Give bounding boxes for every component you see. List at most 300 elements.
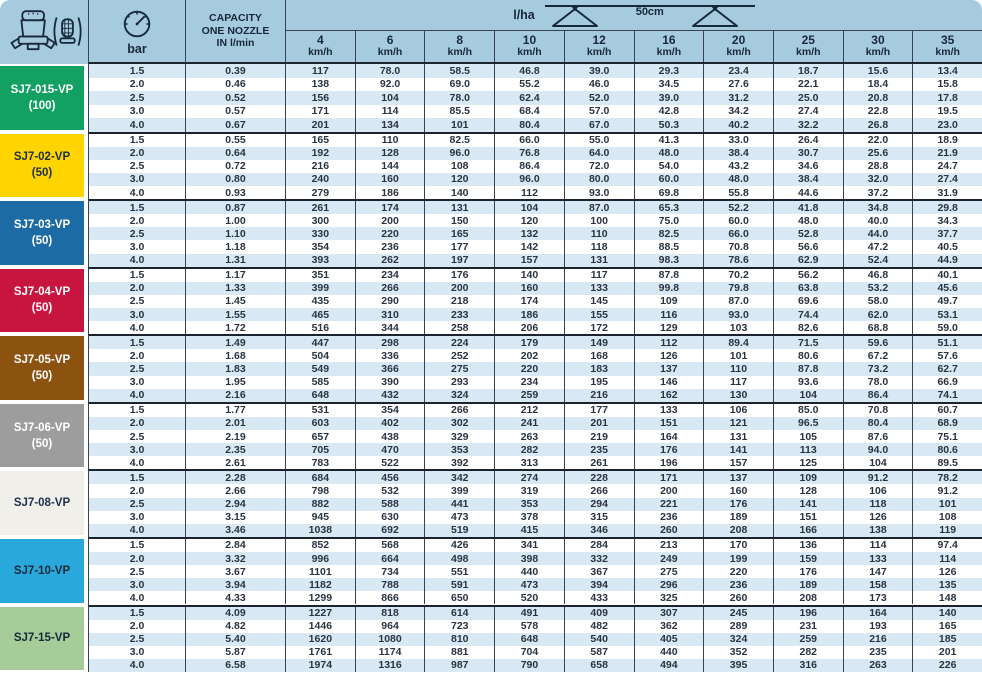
table-row — [89, 404, 982, 417]
speed-unit: km/h — [308, 46, 333, 59]
capacity-cell: 1.00 — [185, 214, 285, 227]
rate-value-cell: 261 — [285, 201, 355, 214]
rate-value-cell: 53.2 — [843, 282, 913, 295]
nozzle-subtitle: (50) — [31, 437, 53, 450]
capacity-cell: 3.15 — [185, 511, 285, 524]
speed-value: 8 — [456, 33, 464, 48]
capacity-cell: 2.84 — [185, 539, 285, 552]
rate-value-cell: 344 — [355, 321, 425, 334]
nozzle-subtitle: (50) — [31, 234, 53, 247]
rate-value-cell: 176 — [703, 498, 773, 511]
pressure-cell: 4.0 — [129, 456, 145, 469]
pressure-cell: 4.0 — [129, 389, 145, 402]
rate-value-cell: 67.2 — [843, 349, 913, 362]
rate-value-cell: 19.5 — [912, 105, 982, 119]
rate-value-cell: 55.0 — [564, 134, 634, 147]
rate-value-cell: 325 — [634, 591, 704, 604]
speeds-header — [285, 0, 982, 64]
rate-value-cell: 131 — [424, 201, 494, 214]
speed-column-header — [494, 31, 564, 62]
rate-value-cell: 603 — [285, 417, 355, 430]
rate-value-cell: 657 — [285, 430, 355, 443]
rate-value-cell: 219 — [564, 430, 634, 443]
speed-unit: km/h — [377, 46, 403, 59]
rate-value-cell: 185 — [912, 633, 982, 646]
rate-value-cell: 155 — [564, 308, 634, 321]
table-row — [89, 620, 982, 633]
rate-value-cell: 38.4 — [773, 173, 843, 186]
rate-value-cell: 34.5 — [634, 78, 704, 92]
table-row — [89, 659, 982, 672]
rate-value-cell: 274 — [494, 471, 564, 484]
rate-value-cell: 32.0 — [843, 173, 913, 186]
rate-value-cell: 75.0 — [634, 214, 704, 227]
rate-value-cell: 1316 — [355, 659, 425, 672]
rate-value-cell: 491 — [494, 607, 564, 620]
rate-value-cell: 71.5 — [773, 336, 843, 349]
rate-value-cell: 195 — [564, 376, 634, 389]
rate-value-cell: 648 — [285, 389, 355, 402]
rate-value-cell: 549 — [285, 362, 355, 375]
rate-value-cell: 147 — [843, 565, 913, 578]
rate-value-cell: 315 — [564, 511, 634, 524]
speed-unit: km/h — [517, 46, 542, 59]
capacity-cell: 5.40 — [185, 633, 285, 646]
nozzle-group-label-cell — [0, 132, 88, 200]
rate-value-cell: 1446 — [285, 620, 355, 633]
rate-value-cell: 120 — [424, 173, 494, 186]
pressure-cell: 1.5 — [129, 336, 145, 349]
rate-value-cell: 218 — [424, 295, 494, 308]
rate-value-cell: 141 — [773, 498, 843, 511]
pressure-cell: 2.5 — [129, 430, 145, 443]
rate-value-cell: 221 — [634, 498, 704, 511]
rate-value-cell: 72.0 — [564, 160, 634, 173]
pressure-cell: 3.0 — [129, 443, 145, 456]
rate-value-cell: 473 — [494, 578, 564, 591]
rate-value-cell: 614 — [424, 607, 494, 620]
rate-value-cell: 354 — [285, 240, 355, 253]
group-rows — [88, 605, 982, 673]
rate-value-cell: 66.0 — [703, 227, 773, 240]
rate-value-cell: 473 — [424, 511, 494, 524]
rate-value-cell: 79.8 — [703, 282, 773, 295]
rate-value-cell: 987 — [424, 659, 494, 672]
table-row — [89, 471, 982, 484]
rate-value-cell: 15.6 — [843, 64, 913, 78]
pressure-cell: 3.0 — [129, 376, 145, 389]
pressure-cell: 1.5 — [129, 134, 145, 147]
rate-value-cell: 51.1 — [912, 336, 982, 349]
speed-unit: km/h — [935, 46, 960, 59]
rate-value-cell: 52.0 — [564, 91, 634, 105]
rate-value-cell: 352 — [703, 646, 773, 659]
rate-value-cell: 80.4 — [843, 417, 913, 430]
rate-value-cell: 176 — [424, 269, 494, 282]
rate-value-cell: 197 — [424, 254, 494, 267]
capacity-cell: 0.39 — [185, 64, 285, 78]
pressure-cell: 1.5 — [129, 539, 145, 552]
rate-value-cell: 540 — [564, 633, 634, 646]
rate-value-cell: 134 — [355, 118, 425, 132]
table-row — [89, 118, 982, 132]
rate-value-cell: 568 — [355, 539, 425, 552]
table-row — [89, 173, 982, 186]
rate-value-cell: 433 — [564, 591, 634, 604]
table-row — [89, 511, 982, 524]
rate-value-cell: 790 — [494, 659, 564, 672]
rate-value-cell: 236 — [634, 511, 704, 524]
rate-value-cell: 183 — [564, 362, 634, 375]
capacity-cell: 2.61 — [185, 456, 285, 469]
rate-value-cell: 409 — [564, 607, 634, 620]
rate-value-cell: 66.9 — [912, 376, 982, 389]
rate-value-cell: 692 — [355, 524, 425, 537]
rate-value-cell: 447 — [285, 336, 355, 349]
nozzle-spacing-label: 50cm — [635, 5, 664, 18]
table-row — [89, 321, 982, 334]
rate-value-cell: 70.8 — [703, 240, 773, 253]
rate-value-cell: 249 — [634, 552, 704, 565]
pressure-cell: 3.0 — [129, 646, 145, 659]
rate-value-cell: 54.0 — [634, 160, 704, 173]
speed-unit: km/h — [447, 46, 473, 59]
rate-value-cell: 145 — [564, 295, 634, 308]
rate-value-cell: 415 — [494, 524, 564, 537]
rate-value-cell: 69.6 — [773, 295, 843, 308]
rate-value-cell: 282 — [773, 646, 843, 659]
table-row — [89, 539, 982, 552]
capacity-cell: 4.33 — [185, 591, 285, 604]
pressure-cell: 1.5 — [129, 64, 145, 77]
group-rows — [88, 469, 982, 537]
rate-value-cell: 324 — [424, 389, 494, 402]
rate-value-cell: 33.0 — [703, 134, 773, 147]
rate-value-cell: 591 — [424, 578, 494, 591]
speed-column-header — [773, 31, 843, 62]
rate-value-cell: 60.0 — [634, 173, 704, 186]
rate-value-cell: 42.8 — [634, 105, 704, 119]
rate-value-cell: 37.7 — [912, 227, 982, 240]
capacity-cell: 3.46 — [185, 524, 285, 537]
pressure-cell: 2.0 — [129, 485, 145, 498]
table-row — [89, 160, 982, 173]
capacity-cell: 1.95 — [185, 376, 285, 389]
rate-value-cell: 156 — [285, 91, 355, 105]
table-row — [89, 646, 982, 659]
group-rows — [88, 267, 982, 335]
table-row — [89, 308, 982, 321]
rate-value-cell: 49.7 — [912, 295, 982, 308]
rate-value-cell: 235 — [564, 443, 634, 456]
rate-value-cell: 53.1 — [912, 308, 982, 321]
nozzle-group-label — [0, 607, 84, 671]
capacity-cell: 0.72 — [185, 160, 285, 173]
rate-value-cell: 57.0 — [564, 105, 634, 119]
capacity-cell: 1.49 — [185, 336, 285, 349]
rate-value-cell: 233 — [424, 308, 494, 321]
rate-value-cell: 52.8 — [773, 227, 843, 240]
table-row — [89, 591, 982, 604]
table-row — [89, 91, 982, 105]
rate-value-cell: 59.0 — [912, 321, 982, 334]
rate-value-cell: 260 — [634, 524, 704, 537]
rate-value-cell: 200 — [424, 282, 494, 295]
rate-value-cell: 220 — [355, 227, 425, 240]
rate-value-cell: 160 — [494, 282, 564, 295]
rate-value-cell: 783 — [285, 456, 355, 469]
rate-value-cell: 482 — [564, 620, 634, 633]
rate-value-cell: 240 — [285, 173, 355, 186]
rate-value-cell: 40.1 — [912, 269, 982, 282]
speed-value: 10 — [522, 33, 537, 48]
rate-value-cell: 50.3 — [634, 118, 704, 132]
rate-value-cell: 27.6 — [703, 78, 773, 92]
rate-value-cell: 114 — [912, 552, 982, 565]
nozzle-group-label-cell — [0, 402, 88, 470]
rate-value-cell: 798 — [285, 484, 355, 497]
rate-value-cell: 426 — [424, 539, 494, 552]
rate-value-cell: 964 — [355, 620, 425, 633]
rate-value-cell: 236 — [355, 240, 425, 253]
table-row — [89, 443, 982, 456]
pressure-cell: 4.0 — [129, 659, 145, 672]
rate-value-cell: 136 — [773, 539, 843, 552]
rate-value-cell: 119 — [912, 524, 982, 537]
table-row — [89, 578, 982, 591]
pressure-cell: 2.5 — [129, 363, 145, 376]
rate-value-cell: 103 — [703, 321, 773, 334]
rate-value-cell: 165 — [912, 620, 982, 633]
pressure-cell: 2.5 — [129, 565, 145, 578]
rate-value-cell: 34.8 — [843, 201, 913, 214]
pressure-cell: 4.0 — [129, 321, 145, 334]
rate-value-cell: 192 — [285, 147, 355, 160]
rate-value-cell: 290 — [355, 295, 425, 308]
rate-value-cell: 440 — [494, 565, 564, 578]
capacity-label-line1: CAPACITY — [209, 12, 262, 25]
rate-value-cell: 395 — [703, 659, 773, 672]
rate-value-cell: 18.7 — [773, 64, 843, 78]
rate-value-cell: 234 — [494, 376, 564, 389]
rate-value-cell: 133 — [634, 404, 704, 417]
speed-columns-header — [286, 30, 982, 62]
rate-value-cell: 93.0 — [703, 308, 773, 321]
rate-value-cell: 65.3 — [634, 201, 704, 214]
rate-value-cell: 27.4 — [912, 173, 982, 186]
nozzle-group-label-cell — [0, 334, 88, 402]
rate-value-cell: 201 — [564, 417, 634, 430]
nozzle-name: SJ7-15-VP — [13, 632, 71, 645]
rate-value-cell: 174 — [494, 295, 564, 308]
nozzle-name: SJ7-04-VP — [13, 286, 71, 299]
table-row — [89, 417, 982, 430]
rate-value-cell: 39.0 — [564, 64, 634, 78]
rate-value-cell: 398 — [494, 552, 564, 565]
rate-value-cell: 78.0 — [843, 376, 913, 389]
nozzle-group-label — [0, 539, 84, 603]
rate-value-cell: 67.0 — [564, 118, 634, 132]
table-row — [89, 362, 982, 375]
nozzle-subtitle: (50) — [31, 370, 53, 383]
rate-value-cell: 498 — [424, 552, 494, 565]
rate-value-cell: 22.1 — [773, 78, 843, 92]
rate-value-cell: 108 — [424, 160, 494, 173]
speed-column-header — [912, 31, 982, 62]
rate-value-cell: 259 — [494, 389, 564, 402]
rate-value-cell: 148 — [912, 591, 982, 604]
rate-value-cell: 87.8 — [634, 269, 704, 282]
capacity-cell: 0.46 — [185, 78, 285, 92]
rate-value-cell: 44.6 — [773, 186, 843, 199]
speed-unit: km/h — [656, 46, 682, 59]
rate-value-cell: 275 — [634, 565, 704, 578]
table-row — [89, 227, 982, 240]
capacity-cell: 2.16 — [185, 389, 285, 402]
nozzle-group-label-cell — [0, 469, 88, 537]
capacity-cell: 3.32 — [185, 552, 285, 565]
rate-value-cell: 118 — [843, 498, 913, 511]
table-row — [89, 456, 982, 469]
rate-value-cell: 39.0 — [634, 91, 704, 105]
rate-value-cell: 30.7 — [773, 147, 843, 160]
pressure-cell: 3.0 — [129, 308, 145, 321]
rate-value-cell: 1299 — [285, 591, 355, 604]
capacity-cell: 1.77 — [185, 404, 285, 417]
rate-value-cell: 141 — [703, 443, 773, 456]
rate-value-cell: 300 — [285, 214, 355, 227]
rate-value-cell: 170 — [703, 539, 773, 552]
rate-value-cell: 258 — [424, 321, 494, 334]
rate-value-cell: 76.8 — [494, 147, 564, 160]
rate-value-cell: 18.4 — [843, 78, 913, 92]
rate-value-cell: 390 — [355, 376, 425, 389]
rate-value-cell: 174 — [355, 201, 425, 214]
rate-value-cell: 440 — [634, 646, 704, 659]
rate-value-cell: 342 — [424, 471, 494, 484]
rate-value-cell: 216 — [843, 633, 913, 646]
rate-value-cell: 44.9 — [912, 254, 982, 267]
nozzle-group-label — [0, 471, 84, 535]
rate-value-cell: 140 — [424, 186, 494, 199]
rate-value-cell: 13.4 — [912, 64, 982, 78]
rate-value-cell: 201 — [912, 646, 982, 659]
rate-value-cell: 310 — [355, 308, 425, 321]
rate-value-cell: 532 — [355, 484, 425, 497]
rate-value-cell: 48.0 — [634, 147, 704, 160]
rate-value-cell: 252 — [424, 349, 494, 362]
rate-value-cell: 25.0 — [773, 91, 843, 105]
rate-value-cell: 945 — [285, 511, 355, 524]
capacity-cell: 1.17 — [185, 269, 285, 282]
rate-value-cell: 62.0 — [843, 308, 913, 321]
nozzle-group — [0, 267, 982, 335]
nozzle-name: SJ7-02-VP — [13, 151, 71, 164]
rate-value-cell: 465 — [285, 308, 355, 321]
rate-value-cell: 110 — [564, 227, 634, 240]
nozzle-name: SJ7-015-VP — [10, 83, 74, 96]
rate-value-cell: 171 — [634, 471, 704, 484]
table-row — [89, 524, 982, 537]
rate-value-cell: 118 — [564, 240, 634, 253]
pressure-cell: 4.0 — [129, 118, 145, 131]
rate-value-cell: 266 — [564, 484, 634, 497]
boom-spacing-icon — [545, 3, 755, 28]
rate-value-cell: 705 — [285, 443, 355, 456]
speed-unit: km/h — [586, 46, 612, 59]
pressure-cell: 2.5 — [129, 498, 145, 511]
pressure-cell: 2.0 — [129, 417, 145, 430]
nozzle-name: SJ7-10-VP — [13, 564, 71, 577]
rate-value-cell: 522 — [355, 456, 425, 469]
rate-value-cell: 293 — [424, 376, 494, 389]
rate-unit-label: l/ha — [513, 8, 535, 22]
rate-value-cell: 494 — [634, 659, 704, 672]
capacity-label-line3: IN l/min — [216, 37, 255, 50]
rate-value-cell: 60.7 — [912, 404, 982, 417]
pressure-cell: 2.5 — [129, 227, 145, 240]
rate-value-cell: 316 — [773, 659, 843, 672]
rate-value-cell: 367 — [564, 565, 634, 578]
capacity-cell: 0.64 — [185, 147, 285, 160]
pressure-cell: 2.0 — [129, 78, 145, 91]
nozzle-group-label-cell — [0, 267, 88, 335]
rate-value-cell: 110 — [703, 362, 773, 375]
rate-value-cell: 64.0 — [564, 147, 634, 160]
nozzle-group-label — [0, 336, 84, 400]
rate-value-cell: 112 — [494, 186, 564, 199]
capacity-cell: 1.83 — [185, 362, 285, 375]
rate-value-cell: 101 — [703, 349, 773, 362]
rate-value-cell: 1620 — [285, 633, 355, 646]
rate-value-cell: 394 — [564, 578, 634, 591]
rate-value-cell: 189 — [773, 578, 843, 591]
rate-value-cell: 149 — [564, 336, 634, 349]
rate-value-cell: 330 — [285, 227, 355, 240]
rate-value-cell: 104 — [355, 91, 425, 105]
rate-value-cell: 125 — [773, 456, 843, 469]
nozzle-group-label — [0, 404, 84, 468]
capacity-header-cell — [185, 0, 285, 64]
rate-value-cell: 43.2 — [703, 160, 773, 173]
capacity-cell: 1.68 — [185, 349, 285, 362]
rate-value-cell: 46.8 — [843, 269, 913, 282]
table-header — [0, 0, 982, 64]
nozzle-subtitle: (50) — [31, 302, 53, 315]
rate-value-cell: 588 — [355, 498, 425, 511]
rate-value-cell: 75.1 — [912, 430, 982, 443]
table-row — [89, 147, 982, 160]
rate-value-cell: 405 — [634, 633, 704, 646]
rate-value-cell: 117 — [564, 269, 634, 282]
rate-value-cell: 296 — [634, 578, 704, 591]
rate-value-cell: 48.0 — [703, 173, 773, 186]
rate-value-cell: 353 — [424, 443, 494, 456]
rate-value-cell: 516 — [285, 321, 355, 334]
rate-value-cell: 1761 — [285, 646, 355, 659]
rate-value-cell: 146 — [634, 376, 704, 389]
rate-value-cell: 585 — [285, 376, 355, 389]
nozzle-group-label — [0, 269, 84, 333]
rate-value-cell: 78.0 — [355, 64, 425, 78]
capacity-cell: 1.10 — [185, 227, 285, 240]
rate-value-cell: 236 — [703, 578, 773, 591]
rate-value-cell: 1174 — [355, 646, 425, 659]
application-rate-header — [286, 0, 982, 30]
rate-value-cell: 263 — [843, 659, 913, 672]
rate-value-cell: 275 — [424, 362, 494, 375]
rate-value-cell: 26.4 — [773, 134, 843, 147]
